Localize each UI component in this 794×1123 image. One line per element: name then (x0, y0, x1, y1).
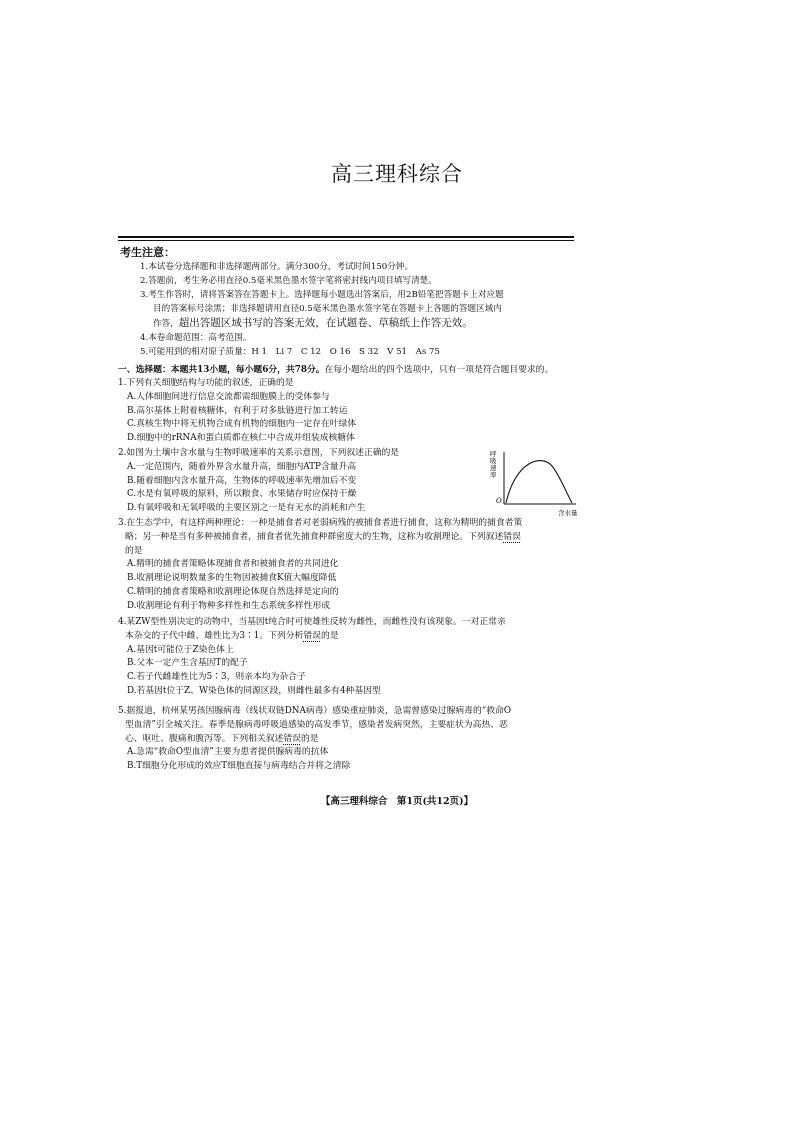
notice-item-3-cont2 (140, 316, 580, 331)
question-1 (118, 377, 580, 446)
question-1-option-b: B.高尔基体上附着核糖体，有利于对多肽链进行加工转运 (127, 405, 348, 416)
question-3-option-d: D.收割理论有利于物种多样性和生态系统多样性形成 (127, 600, 331, 611)
graph-ylabel-1: 呼 (490, 450, 497, 458)
notice-heading: 考生注意： (120, 246, 175, 259)
graph-origin: O (496, 497, 502, 505)
notice-item-2: 2.答题前，考生务必用直径0.5毫米黑色墨水签字笔将密封线内项目填写清楚。 (140, 276, 437, 286)
exam-title: 高三理科综合 (331, 162, 463, 186)
question-4-emphasis: 错误 (303, 630, 321, 641)
question-3-option-b: B.收割理论说明数量多的生物因被捕食K值大幅度降低 (127, 573, 337, 584)
notice-item-4: 4.本卷命题范围：高考范围。 (140, 333, 252, 343)
question-2-option-b: B.随着细胞内含水量升高，生物体的呼吸速率先增加后不变 (127, 475, 357, 486)
graph-xlabel: 含水量 (558, 509, 578, 517)
question-2-stem: 2.如图为土壤中含水量与生物呼吸速率的关系示意图，下列叙述正确的是 (118, 448, 400, 458)
question-3 (118, 517, 580, 614)
graph-ylabel-4: 率 (490, 471, 497, 479)
question-3-option-a: A.精明的捕食者策略体现捕食者和被捕食者的共同进化 (127, 559, 339, 570)
question-1-option-d: D.细胞中的rRNA和蛋白质都在核仁中合成并组装成核糖体 (127, 433, 355, 444)
question-3-line1: 3.在生态学中，有这样两种理论：一种是捕食者对老弱病残的被捕食者进行捕食，这称为精明的捕食者策 (118, 518, 523, 528)
question-4-line1: 4.某ZW型性别决定的动物中，当基因t纯合时可使雄性反转为雌性，而雌性没有该现象。一对正常亲 (118, 617, 506, 627)
question-5-emphasis: 错误 (283, 733, 301, 744)
question-4-line2-pre: 本杂交的子代中雌、雄性比为3∶1。下列分析 (125, 630, 304, 641)
question-5-line3 (118, 733, 580, 747)
notice-item-3: 3.考生作答时，请将答案答在答题卡上。选择题每小题选出答案后，用2B铅笔把答题卡上对应题 (140, 290, 504, 300)
question-2 (118, 447, 488, 516)
question-5 (118, 705, 580, 774)
question-4-line2 (118, 630, 580, 644)
question-5-line2: 型血清”引全城关注。春季是腺病毒呼吸道感染的高发季节，感染者发病突然，主要症状为高热、恶 (125, 719, 508, 730)
question-2-option-d: D.有氧呼吸和无氧呼吸的主要区别之一是有无水的消耗和产生 (127, 503, 366, 514)
header-rule-thin (118, 240, 574, 241)
page-footer: 【高三理科综合 第1页(共12页)】 (320, 796, 474, 807)
respiration-rate-graph (490, 448, 582, 518)
question-5-line3-pre: 心、呕吐、腹痛和腹泻等。下列相关叙述 (125, 733, 284, 744)
question-4-option-d: D.若基因t位于Z、W染色体的同源区段，则雌性最多有4种基因型 (127, 685, 381, 696)
question-1-option-c: C.真核生物中将无机物合成有机物的细胞内一定存在叶绿体 (127, 419, 357, 430)
graph-curve (506, 461, 572, 503)
question-3-line2 (118, 531, 580, 545)
question-1-stem: 1.下列有关细胞结构与功能的叙述，正确的是 (118, 378, 294, 388)
question-4-line2-post: 的是 (320, 630, 339, 641)
question-5-option-b: B.T细胞分化形成的效应T细胞直接与病毒结合并将之清除 (127, 761, 351, 772)
question-2-option-c: C.水是有氧呼吸的原料，所以粮食、水果储存时应保持干燥 (127, 489, 357, 500)
section-rest: 在每小题给出的四个选项中，只有一项是符合题目要求的。 (324, 365, 554, 375)
question-5-line3-post: 的是 (300, 733, 319, 744)
question-3-line2-text: 略；另一种是当有多种被捕食者，捕食者优先捕食种群密度大的生物，这称为收割理论。下列叙述 (125, 531, 504, 542)
notice-item-3-cont: 目的答案标号涂黑；非选择题请用直径0.5毫米黑色墨水签字笔在答题卡上各题的答题区域内 (153, 304, 502, 314)
question-4-option-b: B.父本一定产生含基因T的配子 (127, 658, 248, 669)
notice-item-3-prefix: 作答， (153, 319, 179, 329)
graph-ylabel-2: 吸 (490, 457, 497, 465)
section-lead: 一、选择题：本题共13小题，每小题6分，共78分。 (118, 365, 325, 375)
question-4 (118, 616, 580, 699)
question-2-option-a: A.一定范围内，随着外界含水量升高，细胞内ATP含量升高 (127, 461, 357, 472)
notice-item-3-emphasis: 超出答题区域书写的答案无效，在试题卷、草稿纸上作答无效。 (178, 317, 473, 329)
question-3-line3: 的是 (125, 545, 143, 556)
question-4-option-a: A.基因t可能位于Z染色体上 (127, 644, 234, 655)
notice-item-1: 1.本试卷分选择题和非选择题两部分。满分300分，考试时间150分钟。 (140, 262, 414, 272)
question-4-option-c: C.若子代雌雄性比为5∶3，则亲本均为杂合子 (127, 672, 306, 683)
question-1-option-a: A.人体细胞间进行信息交流都需细胞膜上的受体参与 (127, 391, 330, 402)
notice-list (140, 260, 580, 359)
question-3-option-c: C.精明的捕食者策略和收割理论体现自然选择是定向的 (127, 586, 339, 597)
question-5-line1: 5.据报道，杭州某男孩因腺病毒（线状双链DNA病毒）感染重症肺炎，急需曾感染过腺病毒的“救命O (118, 706, 512, 716)
question-3-emphasis: 错误 (503, 531, 521, 542)
question-5-option-a: A.急需“救命O型血清”主要为患者提供腺病毒的抗体 (127, 747, 329, 758)
graph-ylabel-3: 速 (490, 464, 497, 472)
section-heading (118, 362, 553, 375)
header-rule (118, 236, 574, 238)
notice-item-5: 5.可能用到的相对原子质量：H 1 Li 7 C 12 O 16 S 32 V 51 As 75 (140, 347, 440, 357)
